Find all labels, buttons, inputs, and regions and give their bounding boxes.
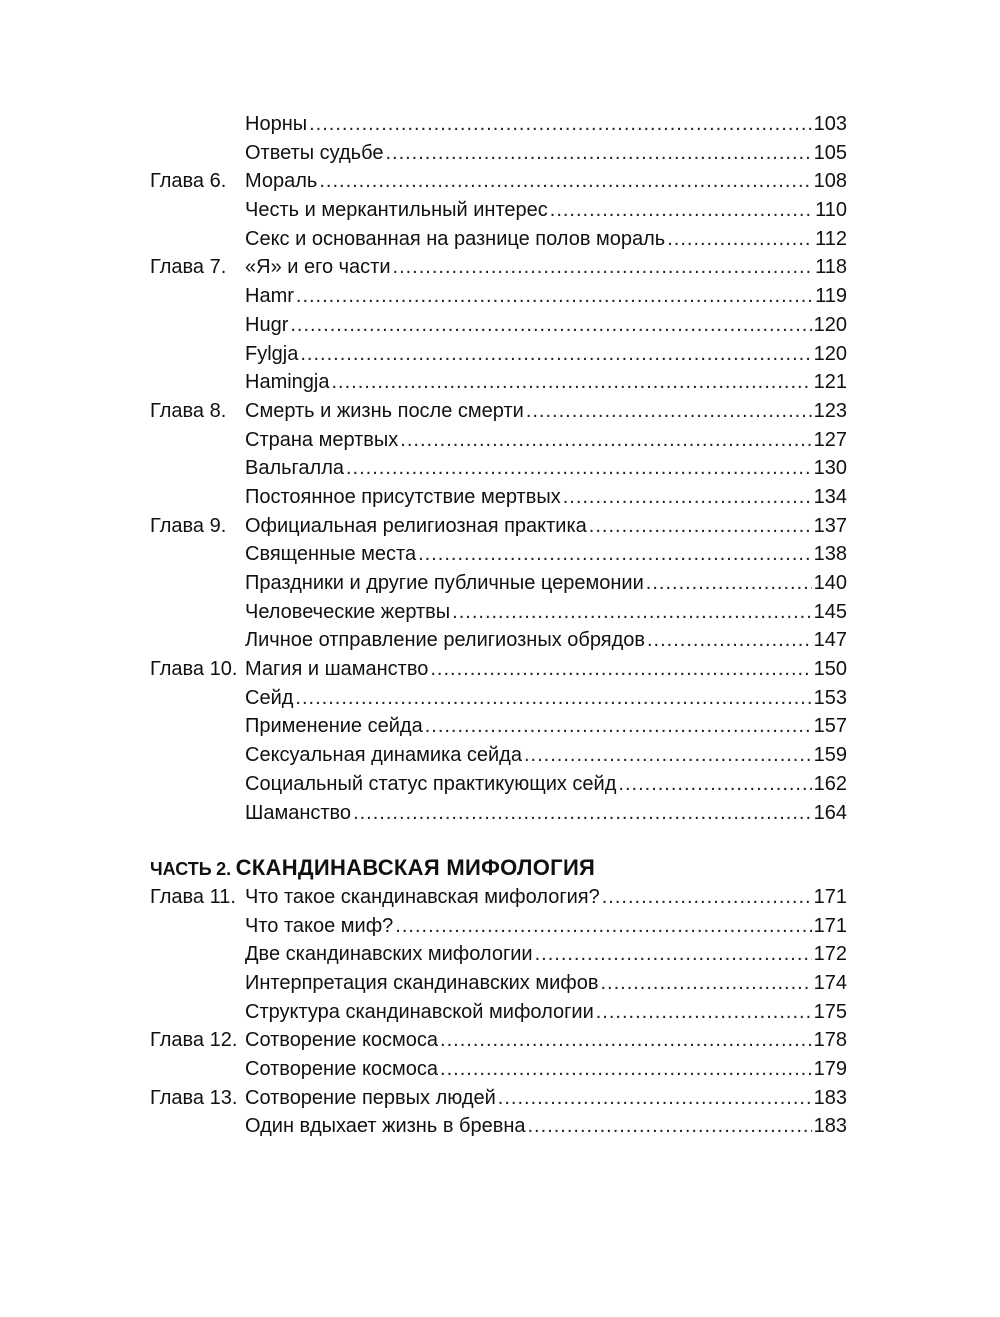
toc-page-number: 153 [813, 686, 847, 709]
toc-entry-title: Hamr [245, 285, 294, 308]
toc-entry [150, 770, 847, 799]
dot-leader [425, 712, 812, 741]
toc-entry-title: Социальный статус практикующих сейд [245, 772, 617, 795]
toc-entry-title: Интерпретация скандинавских мифов [245, 971, 599, 994]
toc-entry [150, 969, 847, 998]
dot-leader [646, 569, 812, 598]
toc-chapter-label: Глава 9. [150, 514, 227, 537]
dot-leader [528, 1112, 812, 1141]
dot-leader [440, 1026, 812, 1055]
toc-page-number: 134 [813, 485, 847, 508]
part2-number: 2. [216, 859, 232, 880]
toc-chapter-label: Глава 11. [150, 885, 236, 908]
toc-page-number: 120 [813, 313, 847, 336]
dot-leader [331, 368, 811, 397]
dot-leader [393, 253, 814, 282]
dot-leader [295, 684, 811, 713]
toc-chapter-label: Глава 6. [150, 170, 227, 193]
toc-page-number: 159 [813, 744, 847, 767]
toc-entry [150, 1026, 847, 1055]
toc-entry-title: Сотворение космоса [245, 1058, 439, 1080]
dot-leader [353, 799, 812, 828]
toc-entry-title: Сексуальная динамика сейда [245, 744, 522, 767]
toc-entry [150, 1055, 847, 1084]
dot-leader [300, 340, 811, 369]
dot-leader [526, 397, 812, 426]
toc-page-number: 164 [813, 801, 847, 824]
dot-leader [596, 998, 812, 1027]
dot-leader [647, 626, 812, 655]
toc-entry-title: Честь и меркантильный интерес [245, 199, 548, 222]
toc-page-number: 183 [813, 1115, 847, 1138]
toc-entry [150, 110, 847, 139]
toc-entry-title: Праздники и другие публичные церемонии [245, 572, 644, 594]
toc-page-number: 127 [813, 428, 847, 451]
toc-entry [150, 167, 847, 196]
toc-page-number: 157 [813, 715, 847, 738]
dot-leader [600, 969, 811, 998]
toc-page-number: 103 [813, 113, 847, 135]
toc-entry-title: Сотворение космоса [245, 1029, 439, 1052]
toc-entry [150, 940, 847, 969]
dot-leader [346, 454, 812, 483]
toc-entry-title: Сотворение первых людей [245, 1086, 496, 1109]
toc-entry-title: Что такое миф? [245, 914, 394, 937]
dot-leader [667, 225, 813, 254]
toc-page-number: 130 [813, 457, 847, 480]
toc-entry-title: Hamingja [245, 371, 330, 394]
toc-entry-title: Fylgja [245, 342, 299, 365]
toc-page-number: 178 [813, 1029, 847, 1052]
toc-entry-title: «Я» и его части [245, 256, 391, 279]
toc-chapter-label: Глава 12. [150, 1029, 238, 1052]
toc-entry-title: Сейд [245, 686, 294, 709]
toc-entry [150, 1112, 847, 1141]
toc-entry [150, 483, 847, 512]
dot-leader [550, 196, 813, 225]
toc-page-number: 183 [813, 1086, 847, 1109]
toc-entry-title: Вальгалла [245, 457, 344, 480]
toc-entry [150, 225, 847, 254]
toc-chapter-label: Глава 13. [150, 1086, 238, 1109]
toc-page-number: 175 [813, 1000, 847, 1023]
toc-page-number: 119 [815, 285, 847, 308]
dot-leader [618, 770, 811, 799]
toc-entry [150, 397, 847, 426]
toc-entry [150, 598, 847, 627]
part2-label: ЧАСТЬ [150, 859, 212, 880]
toc-entry-title: Структура скандинавской мифологии [245, 1000, 594, 1023]
toc-entry [150, 1084, 847, 1113]
toc-entry [150, 741, 847, 770]
toc-entry-title: Мораль [245, 170, 318, 193]
toc-entry [150, 139, 847, 168]
dot-leader [296, 282, 813, 311]
toc-entry [150, 883, 847, 912]
toc-entry-title: Магия и шаманство [245, 658, 429, 681]
toc-page-number: 171 [813, 914, 847, 937]
dot-leader [400, 426, 811, 455]
dot-leader [395, 912, 811, 941]
toc-chapter-label: Глава 10. [150, 658, 238, 681]
toc-entry [150, 799, 847, 828]
toc-entry-title: Применение сейда [245, 715, 423, 738]
toc-page-number: 171 [813, 885, 847, 908]
toc-entry-title: Две скандинавских мифологии [245, 943, 533, 966]
toc-chapter-label: Глава 7. [150, 256, 227, 279]
toc-entry-title: Страна мертвых [245, 428, 399, 451]
dot-leader [602, 883, 812, 912]
toc-page-number: 147 [813, 629, 847, 652]
toc-entry [150, 684, 847, 713]
dot-leader [535, 940, 812, 969]
toc-entry-title: Человеческие жертвы [245, 600, 451, 623]
dot-leader [524, 741, 812, 770]
toc-entry [150, 368, 847, 397]
toc-entry [150, 253, 847, 282]
toc-entry-title: Что такое скандинавская мифология? [245, 885, 600, 908]
toc-page-number: 138 [813, 543, 847, 566]
toc-page-number: 174 [813, 971, 847, 994]
toc-page-number: 105 [813, 141, 847, 164]
toc-chapter-label: Глава 8. [150, 399, 227, 422]
dot-leader [430, 655, 811, 684]
dot-leader [440, 1055, 812, 1084]
toc-entry-title: Официальная религиозная практика [245, 514, 587, 537]
toc-entry [150, 282, 847, 311]
toc-entry-title: Секс и основанная на разнице полов мораль [245, 227, 666, 250]
dot-leader [290, 311, 811, 340]
toc-entry [150, 196, 847, 225]
toc-entry-title: Один вдыхает жизнь в бревна [245, 1115, 526, 1138]
dot-leader [385, 139, 811, 168]
toc-entry [150, 655, 847, 684]
toc-entry [150, 311, 847, 340]
toc-entry [150, 912, 847, 941]
toc-entry [150, 569, 847, 598]
toc-page-number: 172 [813, 943, 847, 966]
toc-page-number: 118 [815, 256, 847, 279]
toc-entry [150, 512, 847, 541]
toc-entry [150, 626, 847, 655]
toc-page-number: 123 [813, 399, 847, 422]
toc-page-number: 150 [813, 658, 847, 681]
part1-entries [150, 110, 847, 827]
toc-page-number: 179 [813, 1058, 847, 1080]
dot-leader [452, 598, 811, 627]
toc-entry-title: Личное отправление религиозных обрядов [245, 629, 645, 652]
toc-entry [150, 340, 847, 369]
toc-entry [150, 454, 847, 483]
toc-page-number: 108 [813, 170, 847, 193]
toc-entry-title: Норны [245, 113, 308, 135]
toc-entry [150, 426, 847, 455]
part2-heading [150, 854, 847, 883]
dot-leader [418, 540, 812, 569]
dot-leader [589, 512, 812, 541]
toc-entry-title: Священные места [245, 543, 417, 566]
toc-entry-title: Смерть и жизнь после смерти [245, 399, 524, 422]
toc-entry-title: Ответы судьбе [245, 141, 384, 164]
toc-page-number: 140 [813, 572, 847, 594]
toc-entry [150, 540, 847, 569]
table-of-contents [150, 110, 847, 1141]
toc-page-number: 112 [815, 227, 847, 250]
toc-entry [150, 998, 847, 1027]
part2-title: СКАНДИНАВСКАЯ МИФОЛОГИЯ [235, 855, 596, 881]
toc-page-number: 137 [813, 514, 847, 537]
dot-leader [563, 483, 812, 512]
dot-leader [498, 1084, 812, 1113]
toc-entry-title: Постоянное присутствие мертвых [245, 485, 561, 508]
toc-entry-title: Шаманство [245, 801, 352, 824]
toc-page-number: 145 [813, 600, 847, 623]
part2-entries [150, 883, 847, 1141]
toc-page-number: 162 [813, 772, 847, 795]
toc-page-number: 120 [813, 342, 847, 365]
toc-entry [150, 712, 847, 741]
dot-leader [319, 167, 811, 196]
toc-page-number: 110 [815, 199, 847, 222]
toc-entry-title: Hugr [245, 313, 289, 336]
toc-page-number: 121 [813, 371, 847, 394]
dot-leader [309, 110, 812, 139]
